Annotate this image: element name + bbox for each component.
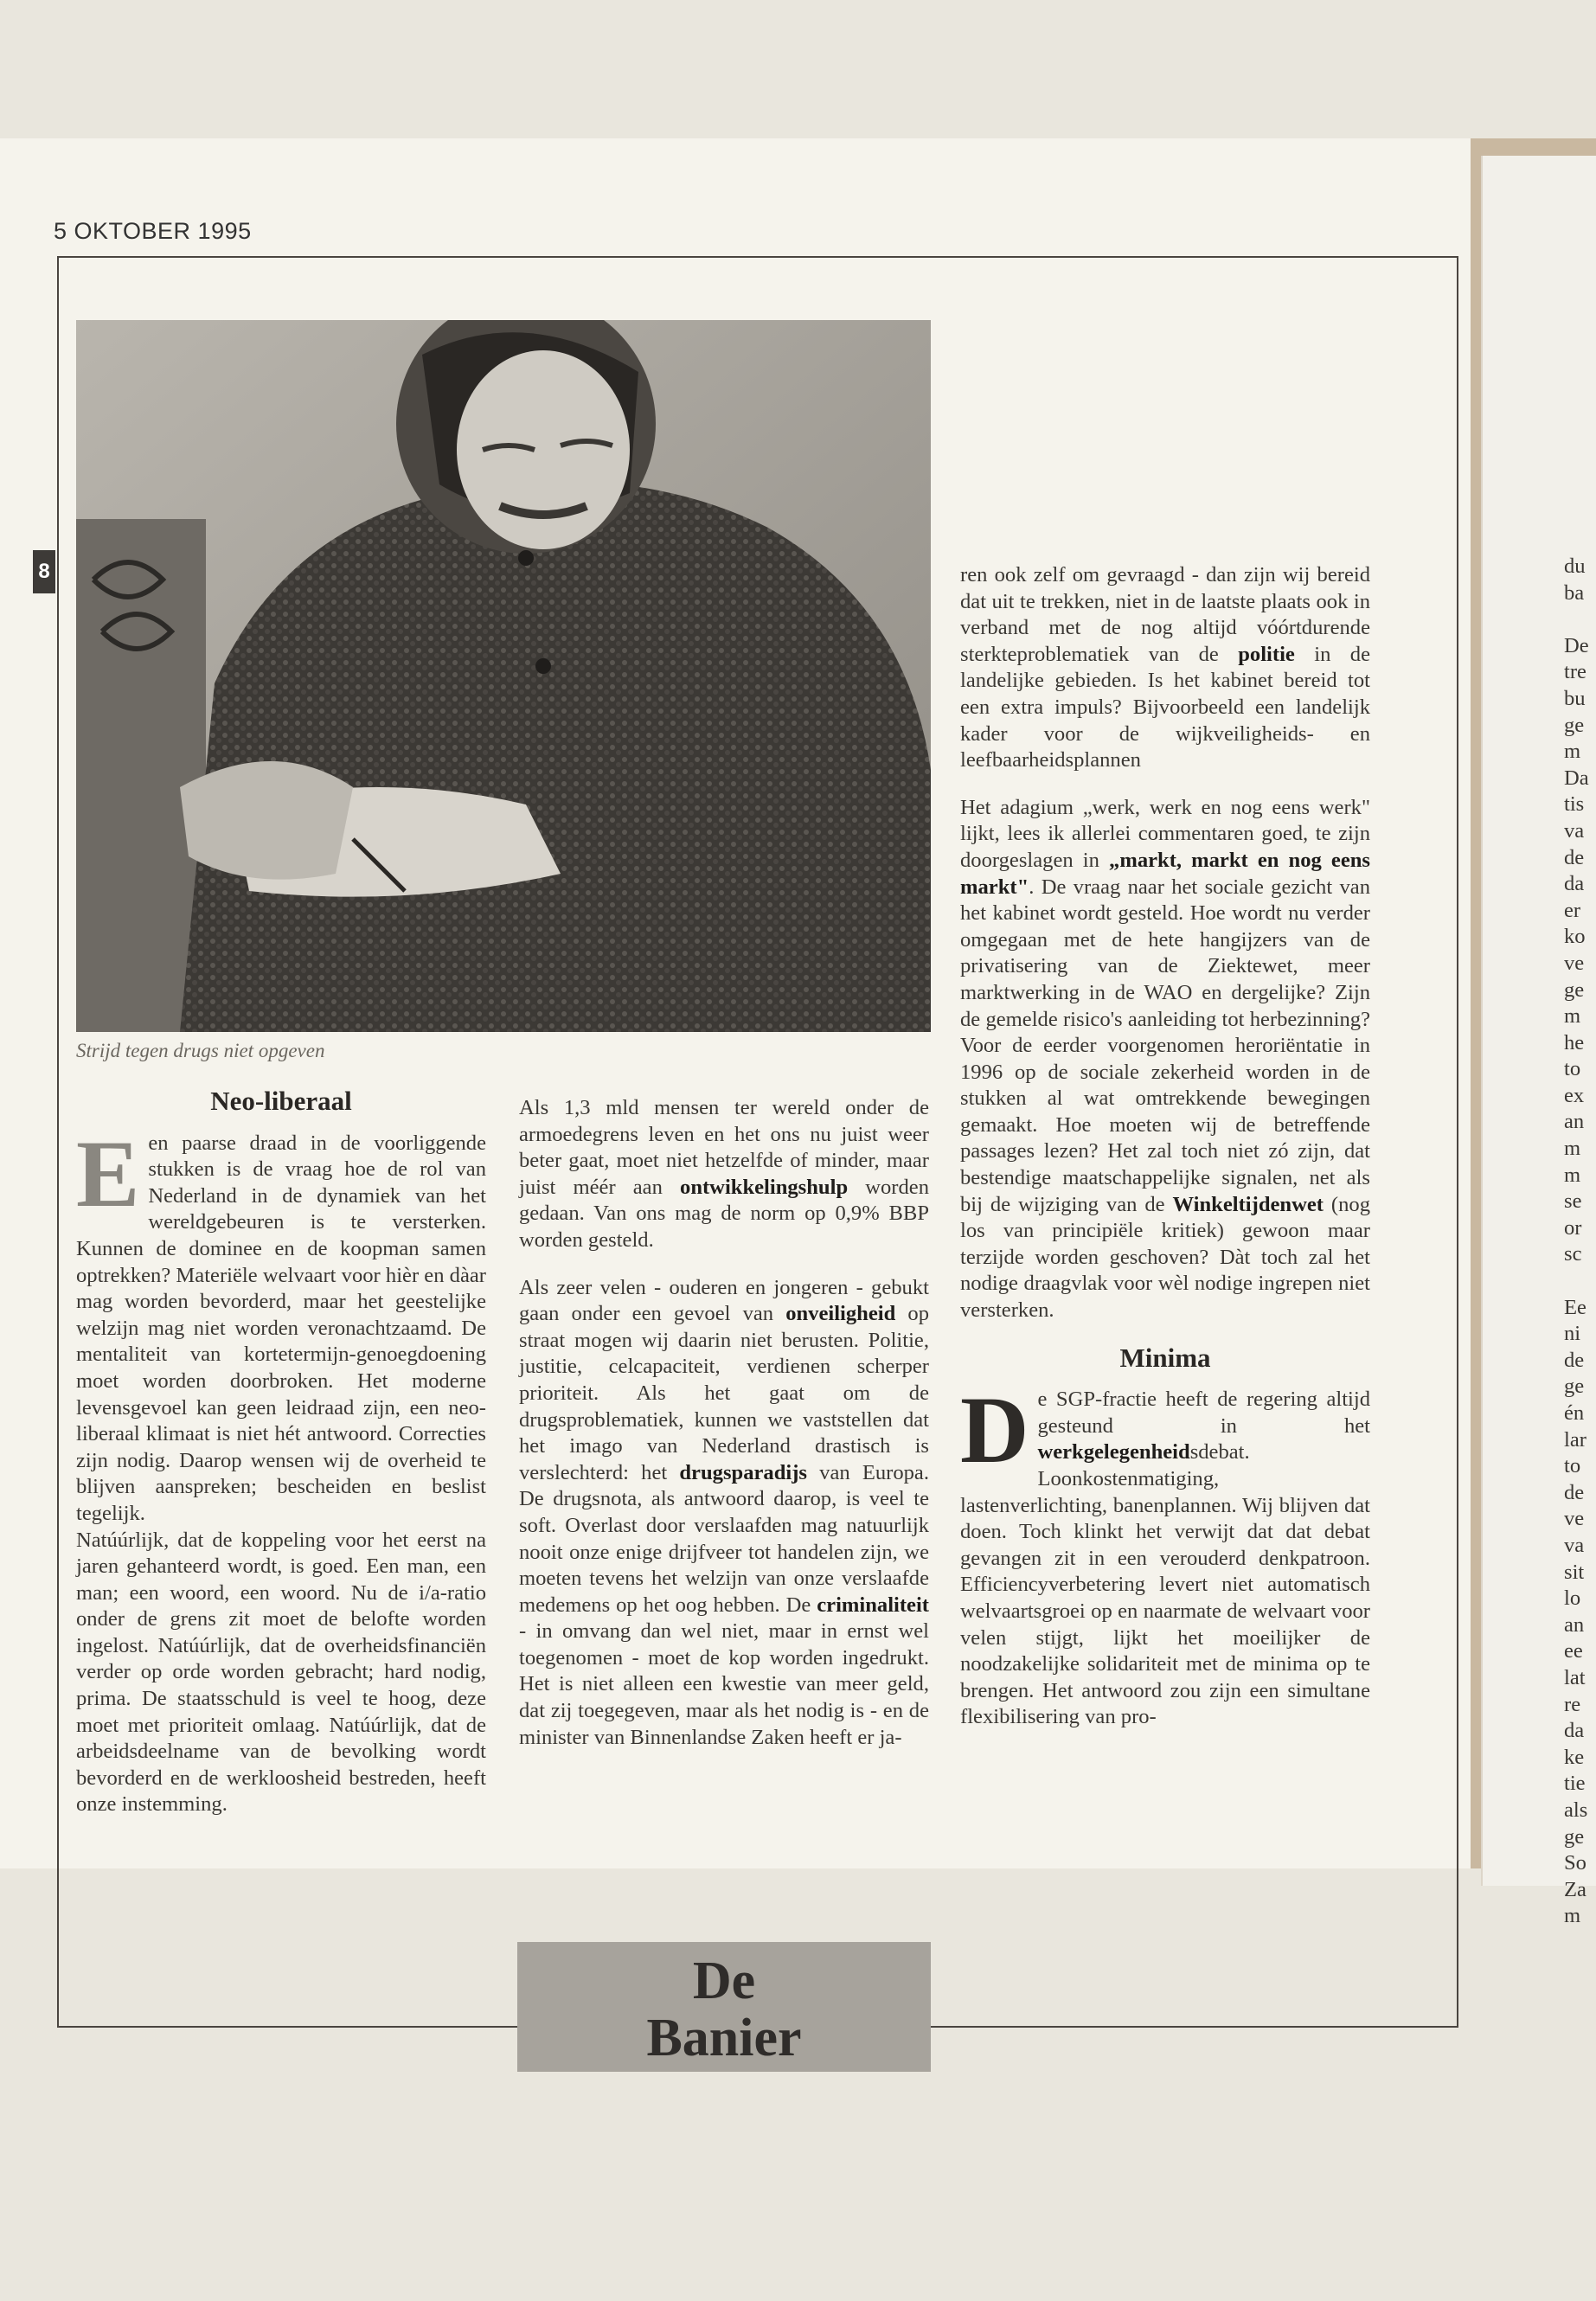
right-page-fragment: tis xyxy=(1564,792,1585,817)
right-page-text-fragments xyxy=(1564,554,1596,1930)
right-page-fragment: an xyxy=(1564,1110,1585,1134)
right-page-fragment: he xyxy=(1564,1030,1585,1054)
right-page-fragment: or xyxy=(1564,1215,1582,1240)
right-page-fragment: ex xyxy=(1564,1083,1585,1107)
right-page-fragment: ge xyxy=(1564,1824,1585,1849)
heading-minima: Minima xyxy=(1119,1342,1211,1373)
bold-term: werkgelegenheid xyxy=(1037,1440,1190,1465)
paragraph xyxy=(519,1095,929,1254)
right-page-fragment: da xyxy=(1564,872,1585,896)
right-page-fragment: ni xyxy=(1564,1322,1581,1346)
right-page-fragment: ge xyxy=(1564,1375,1585,1399)
bold-term: criminaliteit xyxy=(817,1593,929,1617)
right-page-fragment: da xyxy=(1564,1719,1585,1743)
right-page-fragment: Ee xyxy=(1564,1295,1586,1319)
text: Als 1,3 mld mensen ter wereld onder de armoedegrens leven en het ons nu juist weer beter gaat, moet niet hetzelfde of minder, maar juist méér aan xyxy=(519,1096,929,1199)
paragraph xyxy=(960,1377,1370,1731)
text: van Europa. De drugsnota, als antwoord daarop, is veel te soft. Overlast door verslaafden mag natuurlijk nooit onze enige drijfveer tot handelen zijn, we moeten tevens het welzijn van onze verslaafde medemens op het oog hebben. De xyxy=(519,1460,929,1617)
bold-term: drugsparadijs xyxy=(679,1460,807,1484)
page-number: 8 xyxy=(33,550,55,593)
paragraph: Natúúrlijk, dat de koppeling voor het eerst na jaren gehanteerd wordt, is goed. Een man, een man; een woord, een woord. Nu de i/a-ratio onder de grens zit moet de belofte worden ingelost. Natúúrlijk, dat de overheidsfinanciën verder op orde worden gebracht; hard nodig, prima. De staatsschuld is veel te hoog, deze moet met prioriteit omlaag. Natúúrlijk, dat de arbeidsdeelname van de bevolking wordt bevorderd en de werkloosheid bestreden, heeft onze instemming. xyxy=(76,1528,486,1817)
right-page-fragment: de xyxy=(1564,845,1585,869)
logo-line-2: Banier xyxy=(646,2009,802,2067)
right-page-fragment: lar xyxy=(1564,1427,1586,1452)
heading-neo-liberaal: Neo-liberaal xyxy=(210,1086,352,1116)
bold-term: „markt, markt en nog eens markt" xyxy=(960,848,1370,899)
text: in de landelijke gebieden. Is het kabinet bereid tot een extra impuls? Bijvoorbeeld een landelijk kader voor de wijkveiligheids- en leefbaarheidsplannen xyxy=(960,642,1370,772)
right-page-fragment: re xyxy=(1564,1692,1581,1716)
right-page-fragment: ba xyxy=(1564,580,1585,605)
right-page-fragment: m xyxy=(1564,740,1581,764)
right-page-fragment xyxy=(1564,1268,1596,1295)
right-page-fragment: ee xyxy=(1564,1639,1583,1663)
right-page-fragment: Da xyxy=(1564,766,1589,790)
column-3 xyxy=(960,562,1370,1752)
paragraph-text: en paarse draad in de voorliggende stukken is de vraag hoe de rol van Nederland in de dynamiek van het wereldgebeuren is te versterken. Kunnen de dominee en de koopman samen optrekken? Materiële welvaart voor hièr en dàar mag worden bevorderd, maar het geestelijke welzijn mag niet worden veronachtzaamd. De mentaliteit van kortetermijn-genoegdoening moet worden doorbroken. Het moderne levensgevoel kan geen leidraad zijn, een neo-liberaal klimaat is niet hét antwoord. Correcties zijn nodig. Daarop wensen wij de overheid te blijven aanspreken; bescheiden en beslist tegelijk. xyxy=(76,1131,486,1525)
paragraph xyxy=(519,1275,929,1752)
right-page-fragment: se xyxy=(1564,1189,1582,1214)
right-page-fragment: ko xyxy=(1564,925,1586,949)
bold-term: politie xyxy=(1238,642,1295,666)
right-page-fragment: m xyxy=(1564,1004,1581,1029)
de-banier-logo xyxy=(517,1942,931,2072)
right-page-fragment: m xyxy=(1564,1163,1581,1187)
bold-term: Winkeltijdenwet xyxy=(1172,1192,1324,1216)
right-page-fragment: tie xyxy=(1564,1772,1586,1796)
text: sdebat. Loonkostenmatiging, lastenverlichting, banenplannen. Wij blijven dat doen. Toch klinkt het verwijt dat dat debat gevangen zit in een verouderd denkpatroon. Efficiencyverbetering levert niet automatisch welvaartsgroei op en naarmate de welvaart voor velen stijgt, lijkt het moeilijker de noodzakelijke solidariteit met de minima op te brengen. Het antwoord zou zijn een simultane flexibilisering van pro- xyxy=(960,1440,1370,1729)
dropcap-d: D xyxy=(960,1377,1029,1484)
text: Als zeer velen - ouderen en jongeren - gebukt gaan onder een gevoel van xyxy=(519,1275,929,1326)
right-page-fragment: de xyxy=(1564,1480,1585,1504)
right-page-fragment: lo xyxy=(1564,1586,1581,1611)
dropcap-e: E xyxy=(76,1120,140,1227)
right-page-fragment: ve xyxy=(1564,951,1585,975)
paragraph xyxy=(76,1120,486,1528)
right-page-fragment: én xyxy=(1564,1401,1585,1425)
text: ren ook zelf om gevraagd - dan zijn wij bereid dat uit te trekken, niet in de laatste plaats ook in verband met de nog altijd vóórtdurende sterkteproblematiek van de xyxy=(960,563,1370,666)
right-page-fragment: ge xyxy=(1564,713,1585,737)
right-page-fragment xyxy=(1564,606,1596,633)
column-2 xyxy=(519,1095,929,1772)
right-page-fragment: to xyxy=(1564,1057,1581,1081)
text: - in omvang dan wel niet, maar in ernst wel toegenomen - moet de kop worden ingedrukt. Het is niet alleen een kwestie van meer geld, dat zij toegegeven, maar als het nodig is - en de minister van Binnenlandse Zaken heeft er ja- xyxy=(519,1619,929,1749)
right-page-fragment: ve xyxy=(1564,1507,1585,1531)
text: Het adagium „werk, werk en nog eens werk" lijkt, lees ik allerlei commentaren goed, te zijn doorgeslagen in xyxy=(960,795,1370,872)
right-page-fragment: du xyxy=(1564,554,1586,578)
right-page-fragment: de xyxy=(1564,1348,1585,1372)
right-page-fragment: to xyxy=(1564,1454,1581,1478)
photo-caption: Strijd tegen drugs niet opgeven xyxy=(76,1040,325,1061)
photo-illustration xyxy=(76,320,931,1032)
paragraph xyxy=(960,562,1370,774)
right-page-fragment: So xyxy=(1564,1851,1586,1875)
right-page-fragment: Za xyxy=(1564,1877,1586,1901)
logo-line-1: De xyxy=(692,1952,756,2010)
right-page-fragment: va xyxy=(1564,818,1585,843)
text: (nog los van principiële kritiek) gewoon maar terzijde worden geschoven? Dàt toch zal het nodige draagvlak voor wèl nodige ingrepen niet versterken. xyxy=(960,1192,1370,1323)
right-page-fragment: m xyxy=(1564,1137,1581,1161)
right-page-fragment: ke xyxy=(1564,1745,1585,1769)
text: . De vraag naar het sociale gezicht van het kabinet wordt gesteld. Hoe wordt nu verder omgegaan met de hete hangijzers van de privatisering van de Ziektewet, meer marktwerking in de WAO en dergelijke? Zijn de gemelde risico's aanleiding tot herbezinning? Voor de eerder voorgenomen heroriëntatie in 1996 op de sociale zekerheid worden in de stukken al wat omtrekkende bewegingen gemaakt. Hoe moeten wij de betreffende passages lezen? Het zal toch niet zó zijn, dat bestendige maatschappelijke signalen, net als bij de wijziging van de xyxy=(960,875,1370,1216)
bold-term: onveiligheid xyxy=(785,1302,896,1326)
right-page-fragment: sit xyxy=(1564,1560,1585,1584)
right-page-fragment: sc xyxy=(1564,1242,1582,1266)
right-page-fragment: als xyxy=(1564,1798,1588,1822)
column-1 xyxy=(76,1088,486,1839)
right-page-fragment: De xyxy=(1564,633,1589,657)
article-photo xyxy=(76,320,931,1032)
right-page-fragment: er xyxy=(1564,898,1581,922)
paragraph xyxy=(960,795,1370,1324)
right-page-fragment: ge xyxy=(1564,977,1585,1002)
text: worden gedaan. Van ons mag de norm op 0,9% BBP worden gesteld. xyxy=(519,1175,930,1252)
right-page-fragment: an xyxy=(1564,1612,1585,1637)
text: op straat mogen wij daarin niet berusten. Politie, justitie, celcapaciteit, verdienen scherper prioriteit. Als het gaat om de drugsproblematiek, kunnen we vaststellen dat het imago van Nederland drastisch is verslechterd: het xyxy=(519,1302,930,1484)
page-date: 5 OKTOBER 1995 xyxy=(54,218,252,244)
right-page-fragment: va xyxy=(1564,1533,1585,1557)
bold-term: ontwikkelingshulp xyxy=(680,1175,849,1199)
right-page-fragment: lat xyxy=(1564,1665,1586,1689)
right-page-fragment: bu xyxy=(1564,686,1586,710)
right-page-fragment: tre xyxy=(1564,660,1586,684)
right-page-fragment: m xyxy=(1564,1904,1581,1928)
text: e SGP-fractie heeft de regering altijd gesteund in het xyxy=(1037,1388,1370,1438)
